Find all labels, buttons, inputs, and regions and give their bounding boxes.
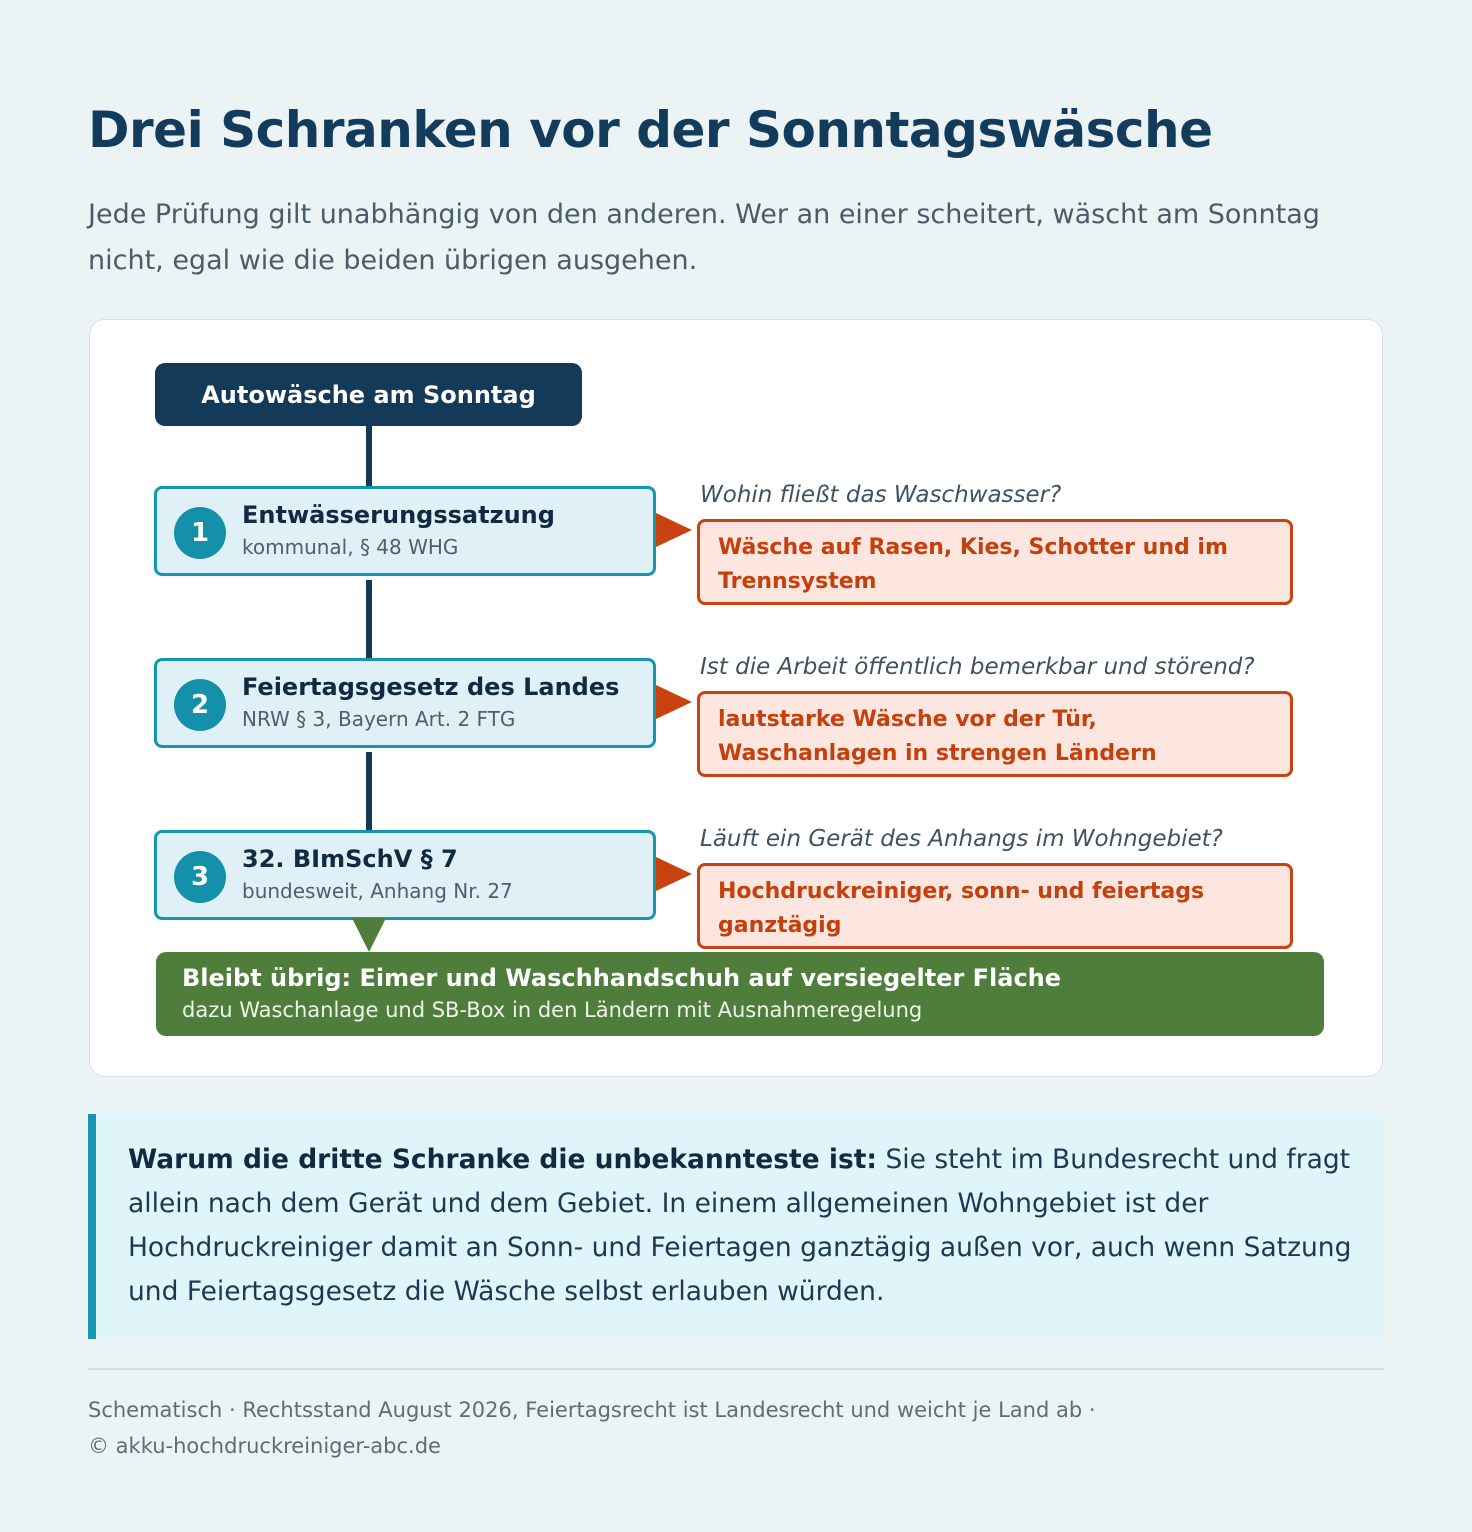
arrow-right-icon (656, 685, 692, 719)
step-node-3 (154, 830, 656, 920)
step-subtitle: bundesweit, Anhang Nr. 27 (242, 879, 513, 903)
step-question-3: Läuft ein Gerät des Anhangs im Wohngebiet? (700, 826, 1223, 852)
footer-line-2: © akku-hochdruckreiniger-abc.de (88, 1434, 441, 1458)
info-note-text (128, 1138, 1358, 1314)
step-question-1: Wohin fließt das Waschwasser? (700, 482, 1062, 508)
page-title: Drei Schranken vor der Sonntagswäsche (88, 101, 1213, 159)
start-node-label: Autowäsche am Sonntag (201, 380, 536, 409)
info-note-body: Sie steht im Bundesrecht und fragt allein nach dem Gerät und dem Gebiet. In einem allgemeinen Wohngebiet ist der Hochdruckreiniger damit an Sonn- und Feiertagen ganztägig außen vor, auch wenn Satzung und Feiertagsgesetz die Wäsche selbst erlauben würden. (128, 1144, 1352, 1307)
step-question-2: Ist die Arbeit öffentlich bemerkbar und störend? (700, 654, 1255, 680)
outcome-box-2 (697, 691, 1293, 777)
step-node-2 (154, 658, 656, 748)
step-title: Entwässerungssatzung (242, 501, 555, 529)
arrow-right-icon (656, 857, 692, 891)
page-subtitle: Jede Prüfung gilt unabhängig von den anderen. Wer an einer scheitert, wäscht am Sonntag nicht, egal wie die beiden übrigen ausgehen. (88, 199, 1320, 276)
footer-line-1: Schematisch · Rechtsstand August 2026, Feiertagsrecht ist Landesrecht und weicht je Land ab · (88, 1398, 1096, 1422)
step-title: Feiertagsgesetz des Landes (242, 673, 620, 701)
start-node (155, 363, 582, 426)
outcome-text: Wäsche auf Rasen, Kies, Schotter und im Trennsystem (718, 535, 1228, 594)
step-title: 32. BImSchV § 7 (242, 845, 458, 873)
arrow-down-icon (352, 918, 386, 952)
outcome-text: Hochdruckreiniger, sonn- und feiertags ganztägig (718, 879, 1205, 938)
info-note-lead: Warum die dritte Schranke die unbekannteste ist: (128, 1144, 878, 1175)
flow-connector-3 (366, 752, 372, 830)
step-number-badge: 2 (174, 679, 226, 731)
step-number-badge: 1 (174, 507, 226, 559)
step-node-1 (154, 486, 656, 576)
flow-connector-2 (366, 580, 372, 658)
result-subtitle: dazu Waschanlage und SB-Box in den Ländern mit Ausnahmeregelung (182, 998, 923, 1022)
info-note (88, 1114, 1384, 1339)
step-number-badge: 3 (174, 851, 226, 903)
outcome-box-3 (697, 863, 1293, 949)
footer-divider (88, 1368, 1384, 1370)
footer (88, 1392, 1388, 1464)
outcome-text: lautstarke Wäsche vor der Tür, Waschanlagen in strengen Ländern (718, 707, 1157, 766)
step-subtitle: NRW § 3, Bayern Art. 2 FTG (242, 707, 516, 731)
step-subtitle: kommunal, § 48 WHG (242, 535, 459, 559)
flow-connector-1 (366, 426, 372, 486)
outcome-box-1 (697, 519, 1293, 605)
arrow-right-icon (656, 513, 692, 547)
result-box (156, 952, 1324, 1036)
result-title: Bleibt übrig: Eimer und Waschhandschuh auf versiegelter Fläche (182, 964, 1062, 992)
